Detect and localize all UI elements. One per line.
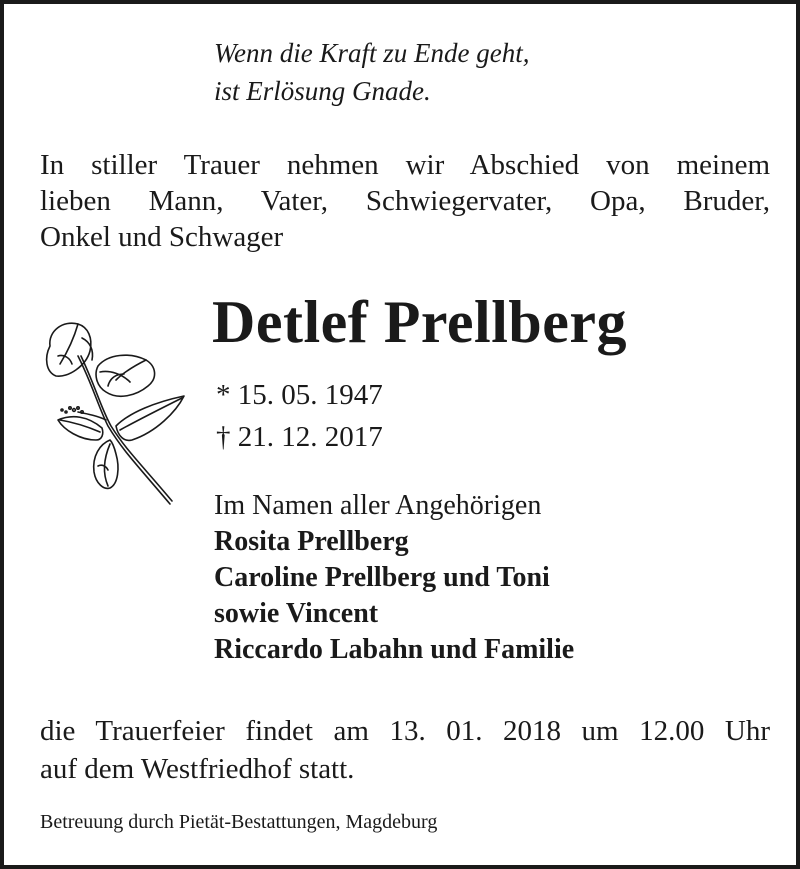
motto [214,34,529,110]
deceased-name: Detlef Prellberg [212,289,628,355]
mourner-name: Riccardo Labahn und Familie [214,634,575,665]
mourners-intro: Im Namen aller Angehörigen [214,490,542,521]
funeral-line-1: die Trauerfeier findet am 13. 01. 2018 um 12.00 Uhr [40,715,770,747]
mourner-name: sowie Vincent [214,598,379,629]
mourner-name: Rosita Prellberg [214,526,409,557]
intro-line-1: In stiller Trauer nehmen wir Abschied von meinem [40,149,770,181]
funeral-info [40,712,770,788]
death-date: † 21. 12. 2017 [216,421,383,453]
intro-text [40,147,770,255]
intro-line-3: Onkel und Schwager [40,221,284,253]
life-dates [216,374,383,458]
funeral-line-2: auf dem Westfriedhof statt. [40,753,355,785]
motto-line-1: Wenn die Kraft zu Ende geht, [214,38,530,68]
mourners-block [214,488,574,668]
intro-line-2: lieben Mann, Vater, Schwiegervater, Opa, Bruder, [40,185,770,217]
mourner-name: Caroline Prellberg und Toni [214,562,550,593]
funeral-home-note: Betreuung durch Pietät-Bestattungen, Magdeburg [40,811,438,833]
motto-line-2: ist Erlösung Gnade. [214,76,431,106]
lily-flower-icon [38,316,194,506]
birth-date: * 15. 05. 1947 [216,379,383,411]
